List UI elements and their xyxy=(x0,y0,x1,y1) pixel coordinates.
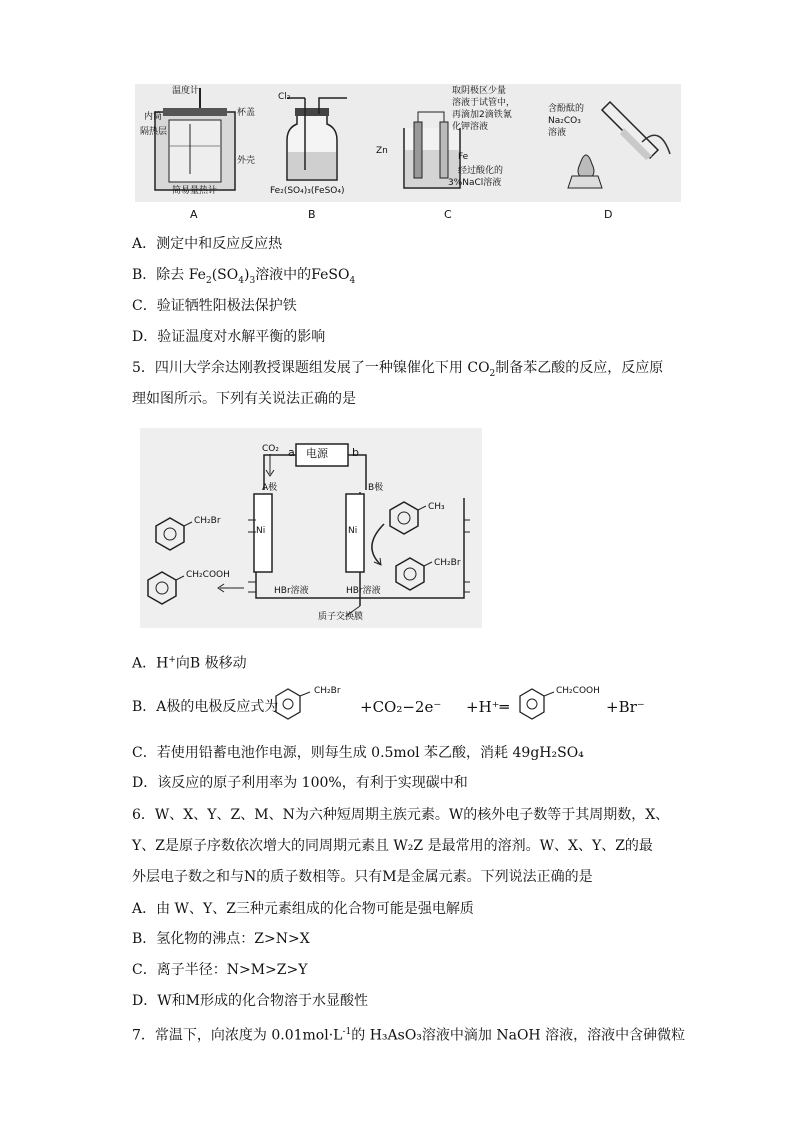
membrane-label: 质子交换膜 xyxy=(318,612,364,622)
panel-label-b: B xyxy=(308,208,316,221)
q5-a-suffix: 向B 极移动 xyxy=(175,655,247,672)
q5-stem-line1: 5．四川大学余达刚教授课题组发展了一种镍催化下用 $CO_2$制备苯乙酸的反应，反应原 xyxy=(132,360,664,379)
shell-label: 外壳 xyxy=(237,156,256,166)
co2-label: CO₂ xyxy=(262,444,279,454)
note-c-1: 取阴极区少量 xyxy=(452,86,507,96)
note-c-4: 化钾溶液 xyxy=(452,122,489,132)
q7-suffix: 的 H₃AsO₃溶液中滴加 NaOH 溶液，溶液中含砷微粒 xyxy=(351,1027,686,1044)
ch2br-right-label: CH₂Br xyxy=(434,558,461,568)
ch3-label: CH₃ xyxy=(428,502,445,512)
q5-a-sup: + xyxy=(168,655,176,665)
q5-a-prefix: A．H xyxy=(132,655,169,672)
q5-option-a xyxy=(132,650,247,674)
q6-stem-line2: Y、Z是原子序数依次增大的同周期元素且 W₂Z 是最常用的溶剂。W、X、Y、Z的最 xyxy=(132,838,653,854)
q5-stem-line2: 理如图所示。下列有关说法正确的是 xyxy=(132,391,356,407)
q4-b-prefix: B．除去 Fe xyxy=(132,267,206,283)
q7-sup: -1 xyxy=(342,1027,352,1037)
q4-option-a: A．测定中和反应反应热 xyxy=(132,236,283,252)
panel-label-c: C xyxy=(444,208,452,221)
q7-prefix: 7．常温下，向浓度为 0.01mol·L xyxy=(132,1027,343,1044)
q4-option-d: D．验证温度对水解平衡的影响 xyxy=(132,329,326,345)
lid-label: 杯盖 xyxy=(237,108,256,118)
q6-option-c: C．离子半径：N>M>Z>Y xyxy=(132,962,308,978)
ni-b-label: Ni xyxy=(348,526,358,536)
q6-option-b: B．氢化物的沸点：Z>N>X xyxy=(132,931,310,947)
q6-stem-line3: 外层电子数之和与N的质子数相等。只有M是金属元素。下列说法正确的是 xyxy=(132,869,593,885)
q4-option-c: C．验证牺牲阳极法保护铁 xyxy=(132,298,297,314)
terminal-b-label: b xyxy=(352,446,359,459)
cl2-label: Cl₂ xyxy=(278,92,291,102)
q4-b-mid2: ) xyxy=(243,267,250,283)
terminal-a-label: a xyxy=(288,446,295,459)
q6-option-d: D．W和M形成的化合物溶于水显酸性 xyxy=(132,993,368,1009)
ni-a-label: Ni xyxy=(256,526,266,536)
q4-b-suffix: 溶液中的FeSO xyxy=(255,267,350,283)
q7-stem xyxy=(132,1022,685,1046)
note-d-2: Na₂CO₃ xyxy=(548,116,581,126)
q5-option-c: C．若使用铅蓄电池作电源，则每生成 0.5mol 苯乙酸，消耗 49gH₂SO₄ xyxy=(132,745,584,761)
fe-label: Fe xyxy=(458,152,469,162)
hbr-left-label: HBr溶液 xyxy=(274,586,309,596)
q5-stem-b: 制备苯乙酸的反应，反应原 xyxy=(495,360,664,376)
calorimeter-caption: 简易量热计 xyxy=(172,186,218,196)
hbr-right-label: HBr溶液 xyxy=(346,586,381,596)
panel-label-d: D xyxy=(604,208,613,221)
q5-stem-a: 5．四川大学余达刚教授课题组发展了一种镍催化下用 CO xyxy=(132,360,490,376)
note-d-3: 溶液 xyxy=(548,128,567,138)
eq-part-3: +Br⁻ xyxy=(606,698,645,716)
ch2br-left-label: CH₂Br xyxy=(194,516,221,526)
panel-label-a: A xyxy=(190,208,198,221)
eq-part-1: +CO₂−2e⁻ xyxy=(360,698,442,716)
note-c-2: 溶液于试管中， xyxy=(452,98,516,108)
solution-c-2: 3%NaCl溶液 xyxy=(448,178,502,188)
power-supply-label: 电源 xyxy=(306,447,328,460)
bottle-caption: Fe₂(SO₄)₃(FeSO₄) xyxy=(270,186,345,196)
note-d-1: 含酚酞的 xyxy=(548,104,585,114)
electrode-a-label: A极 xyxy=(262,483,278,493)
eq-ch2cooh: CH₂COOH xyxy=(556,686,600,696)
q4-b-mid1: (SO xyxy=(211,267,239,283)
eq-part-2: +H⁺═ xyxy=(466,698,509,716)
q5-option-b: B．A极的电极反应式为 xyxy=(132,699,279,715)
ch2cooh-label: CH₂COOH xyxy=(186,570,230,580)
q5-option-d: D．该反应的原子利用率为 100%，有利于实现碳中和 xyxy=(132,775,468,791)
eq-ch2br: CH₂Br xyxy=(314,686,341,696)
test-tube-drawing xyxy=(540,84,680,202)
inner-tube-label: 内筒 xyxy=(144,112,163,122)
insulation-label: 隔热层 xyxy=(140,127,168,137)
solution-c-1: 经过酸化的 xyxy=(458,166,504,176)
q6-option-a: A．由 W、Y、Z三种元素组成的化合物可能是强电解质 xyxy=(132,901,474,917)
electrode-b-label: B极 xyxy=(368,483,384,493)
thermometer-label: 温度计 xyxy=(172,86,200,96)
q4-option-b: B．除去 $Fe_2(SO_4)_3$溶液中的FeSO$_4$ xyxy=(132,267,356,286)
zn-label: Zn xyxy=(376,146,388,156)
note-c-3: 再滴加2滴铁氰 xyxy=(452,110,512,120)
q6-stem-line1: 6．W、X、Y、Z、M、N为六种短周期主族元素。W的核外电子数等于其周期数，X、 xyxy=(132,807,670,823)
